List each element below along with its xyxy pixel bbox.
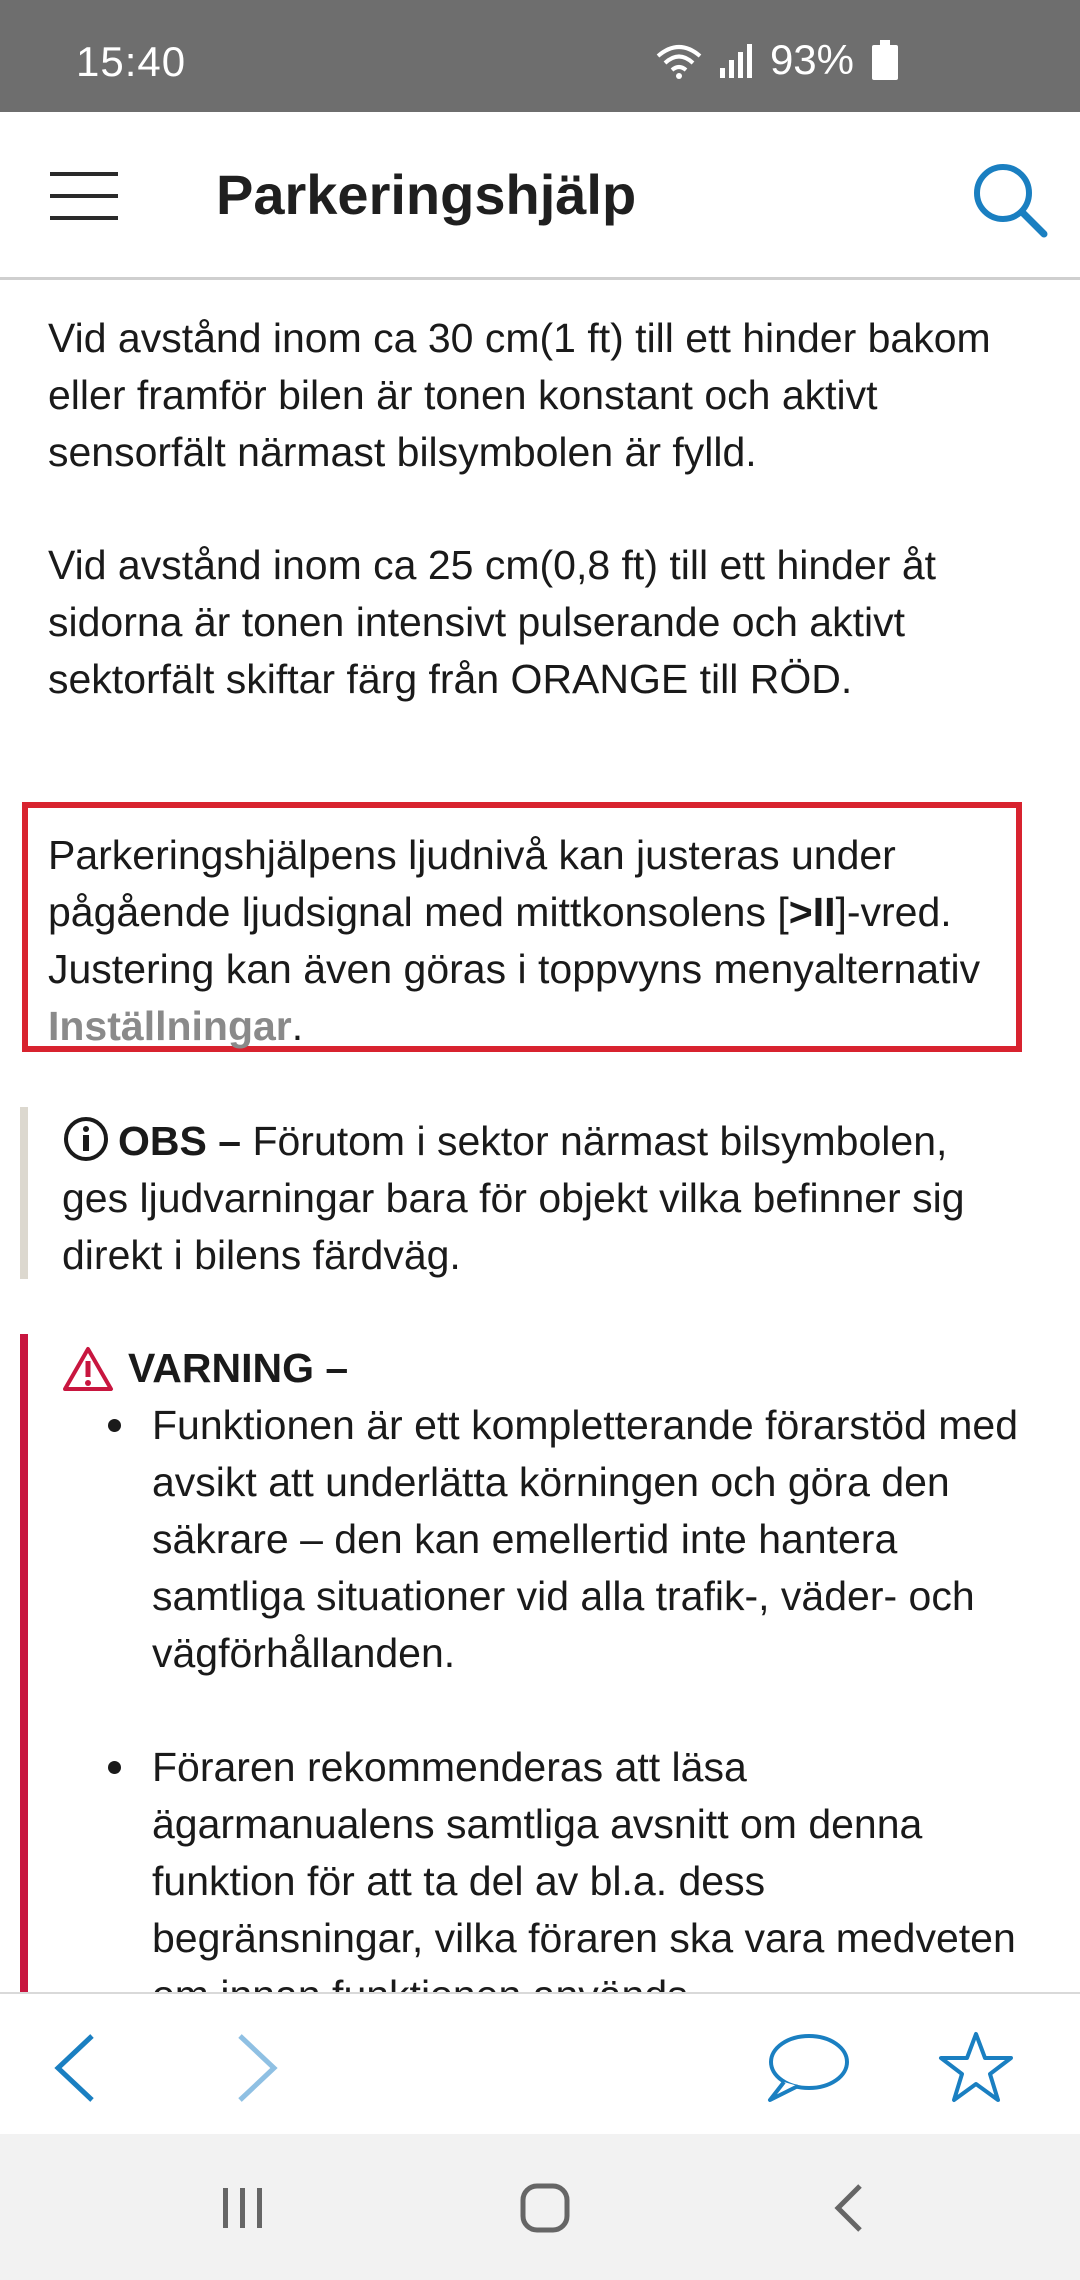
info-icon [62,1115,110,1163]
comment-icon[interactable] [762,2028,852,2108]
warning-note [20,1334,1038,2034]
status-icons [654,36,898,84]
app-header [0,112,1080,280]
settings-link[interactable]: Inställningar [48,1003,292,1049]
status-bar [0,0,1080,112]
page-title: Parkeringshjälp [216,163,637,226]
warning-icon [62,1346,114,1392]
recent-apps-icon[interactable] [213,2178,273,2238]
search-icon[interactable] [970,160,1050,240]
highlighted-paragraph [48,827,1028,1055]
bottom-toolbar [0,1992,1080,2136]
battery-percent: 93% [769,36,854,83]
highlight-text-before: Parkeringshjälpens ljudnivå kan justeras under pågående ljudsignal med mittkonsolens [ [48,832,896,935]
obs-label: OBS – [118,1118,242,1164]
menu-icon[interactable] [50,172,118,220]
home-icon[interactable] [515,2178,575,2238]
system-navigation-bar [0,2134,1080,2280]
highlight-text-after: . [291,1003,304,1049]
back-arrow-icon[interactable] [40,2028,120,2108]
paragraph-1: Vid avstånd inom ca 30 cm(1 ft) till ett hinder bakom eller framför bilen är tonen konstant och aktivt sensorfält närmast bilsymbolen är fylld. [48,315,991,475]
warning-item: Funktionen är ett kompletterande förarstöd med avsikt att underlätta körningen och göra den säkrare – den kan emellertid inte hantera samtliga situationer vid alla trafik-, väder- och vägförhållanden. [100,1397,1040,1682]
wifi-icon [654,40,704,80]
warning-label: VARNING – [128,1345,349,1391]
article-content [0,280,1080,1992]
keycap-label: >II [788,889,836,935]
paragraph-2: Vid avstånd inom ca 25 cm(0,8 ft) till ett hinder åt sidorna är tonen intensivt pulserande och aktivt sektorfält skiftar färg från ORANGE till RÖD. [48,542,937,702]
obs-note [20,1107,1038,1279]
obs-paragraph [62,1113,1022,1284]
warning-header [62,1340,348,1397]
status-time: 15:40 [76,38,187,85]
battery-icon [872,40,898,80]
signal-icon [718,40,756,80]
highlight-text-middle: ]-vred. Justering kan även göras i toppvyns menyalternativ [48,889,981,992]
forward-arrow-icon[interactable] [212,2028,292,2108]
warning-item: Föraren rekommenderas att läsa ägarmanualens samtliga avsnitt om denna funktion för att ta del av bl.a. dess begränsningar, vilka föraren ska vara medveten [100,1739,1040,2024]
star-icon[interactable] [936,2028,1016,2108]
obs-text: Förutom i sektor närmast bilsymbolen, ges ljudvarningar bara för objekt vilka befinner sig direkt i bilens färdväg. [62,1118,965,1278]
back-icon[interactable] [820,2178,880,2238]
warning-list [100,1397,1040,2081]
